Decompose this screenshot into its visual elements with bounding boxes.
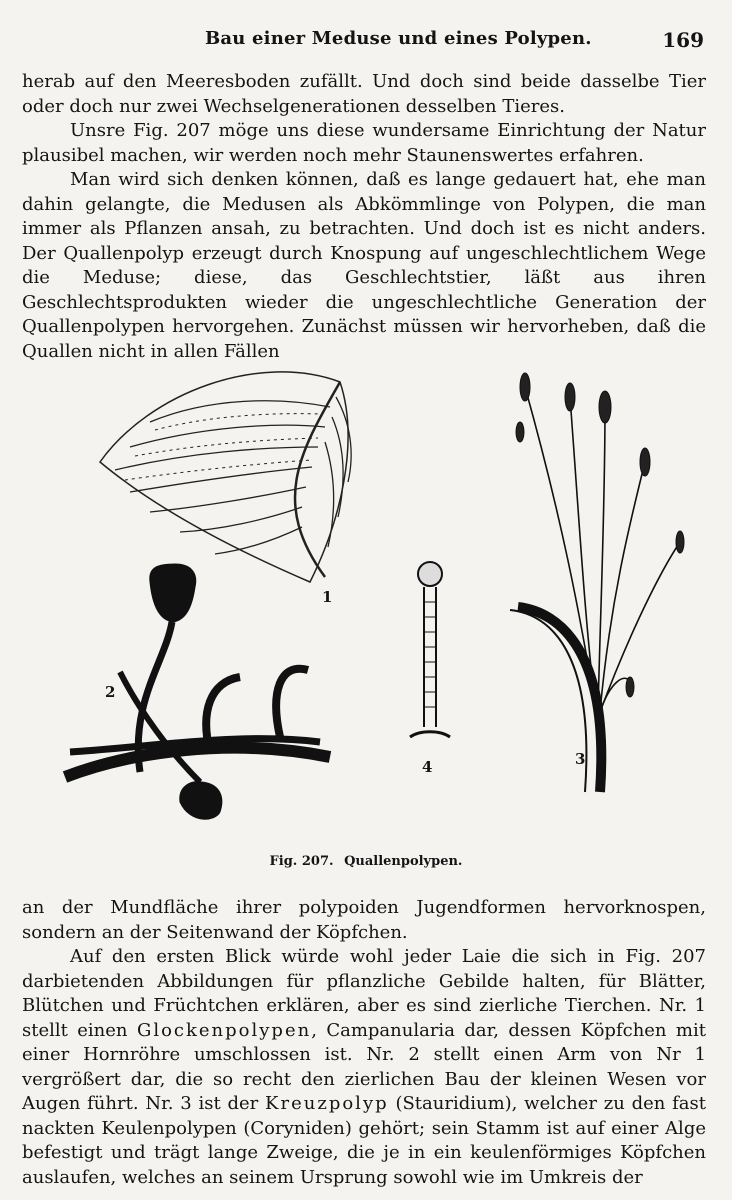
figure-label-4: 4 xyxy=(422,758,433,776)
page-header xyxy=(0,28,732,56)
page-number: 169 xyxy=(662,28,704,52)
figure-label-2: 2 xyxy=(105,683,116,701)
single-polyp-drawing xyxy=(410,562,450,737)
paragraph-2: Unsre Fig. 207 möge uns diese wundersame Einrichtung der Natur plausibel machen, wir werden noch mehr Staunenswertes erfahren. xyxy=(22,120,706,166)
paragraph-5 xyxy=(22,945,706,1190)
figure-label-1: 1 xyxy=(322,588,333,606)
paragraph-5-part-c: (Stauridium), welcher zu den fast nackten Keulenpolypen (Coryniden) gehört; sein Stamm ist auf einer Alge befestigt und trägt lange Zweige, die je in ein keulenförmiges Köpfchen auslaufen, welches an seinem Ursprung sowohl wie im Umkreis der xyxy=(22,1093,706,1188)
paragraph-5-part-a: Auf den ersten Blick würde wohl jeder Laie die sich in Fig. 207 darbietenden Abbildungen für pflanzliche Gebilde halten, für Blätter, Blütchen und Früchtchen erklären, aber es sind zierliche Tierchen. Nr. 1 stellt einen xyxy=(22,946,706,1041)
paragraph-3: Man wird sich denken können, daß es lange gedauert hat, ehe man dahin gelangte, die Medusen als Abkömmlinge von Polypen, die man immer als Pflanzen ansah, zu betrachten. Und doch ist es nicht anders. Der Quallenpolyp erzeugt durch Knospung auf ungeschlechtlichem Wege die Meduse; diese, das Geschlechtstier, läßt aus ihren Geschlechtsprodukten wieder die ungeschlechtliche Generation der Quallenpolypen hervorgehen. Zunächst müssen wir hervorheben, daß die Quallen nicht in allen Fällen xyxy=(22,169,706,362)
term-glockenpolypen: Glockenpolypen xyxy=(136,1019,312,1041)
figure-caption xyxy=(0,854,732,869)
running-title: Bau einer Meduse und eines Polypen. xyxy=(205,28,592,49)
term-kreuzpolyp: Kreuzpolyp xyxy=(265,1093,389,1114)
body-text-bottom xyxy=(22,896,706,1190)
figure-207-illustration xyxy=(40,352,700,827)
paragraph-5-part-b: , Campanularia dar, dessen Köpfchen mit einer Hornröhre umschlossen ist. Nr. 2 stellt einen Arm von Nr 1 vergrößert dar, die so recht den zierlichen Bau der kleinen Wesen vor Augen führt. Nr. 3 ist der xyxy=(22,1019,706,1114)
kreuzpolyp-drawing xyxy=(510,373,684,792)
caption-title: Quallenpolypen. xyxy=(344,854,463,869)
campanularia-colony-drawing xyxy=(100,372,351,582)
caption-figure-number: Fig. 207. xyxy=(269,854,334,869)
figure-label-3: 3 xyxy=(575,750,586,768)
paragraph-4: an der Mundfläche ihrer polypoiden Jugendformen hervorknospen, sondern an der Seitenwand der Köpfchen. xyxy=(22,897,706,943)
body-text-top xyxy=(22,70,706,364)
paragraph-1: herab auf den Meeresboden zufällt. Und doch sind beide dasselbe Tier oder doch nur zwei Wechselgenerationen desselben Tieres. xyxy=(22,71,706,117)
